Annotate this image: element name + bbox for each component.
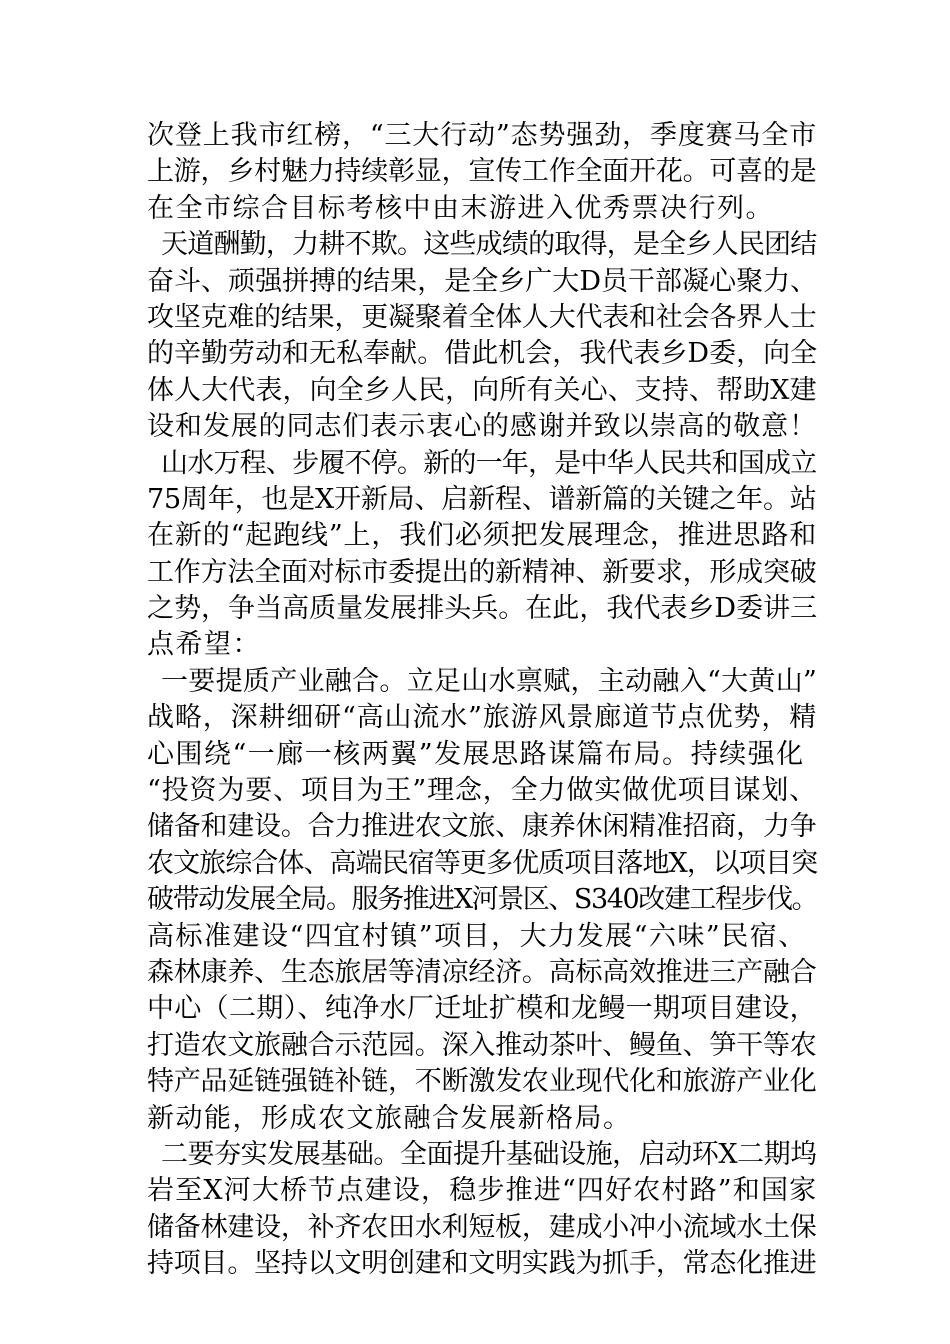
text-line: 攻坚克难的结果，更凝聚着全体人大代表和社会各界人士: [147, 301, 817, 333]
text-line: 工作方法全面对标市委提出的新精神、新要求，形成突破: [147, 556, 817, 588]
text-line: 储备和建设。合力推进农文旅、康养休闲精准招商，力争: [147, 811, 817, 843]
text-line: 中心（二期）、纯净水厂迁址扩模和龙鳗一期项目建设，: [147, 993, 817, 1025]
text-line: 奋斗、顽强拼搏的结果，是全乡广大D员干部凝心聚力、: [147, 265, 818, 297]
paragraph-first-line: 一要提质产业融合。立足山水禀赋，主动融入“大黄山”: [161, 665, 818, 697]
paragraph-first-line: 山水万程、步履不停。新的一年，是中华人民共和国成立: [161, 447, 817, 479]
text-line: 储备林建设，补齐农田水利短板，建成小冲小流域水土保: [147, 1211, 817, 1243]
text-line: 农文旅综合体、高端民宿等更多优质项目落地X，以项目突: [147, 847, 818, 879]
text-line: 战略，深耕细研“高山流水”旅游风景廊道节点优势，精: [147, 702, 818, 734]
text-line: 特产品延链强链补链，不断激发农业现代化和旅游产业化: [147, 1066, 817, 1098]
document-body-text: [147, 118, 817, 1283]
text-line: 在全市综合目标考核中由末游进入优秀票决行列。: [147, 192, 774, 224]
text-line: 体人大代表，向全乡人民，向所有关心、支持、帮助X建: [147, 374, 817, 406]
text-line: 森林康养、生态旅居等清凉经济。高标高效推进三产融合: [147, 956, 817, 988]
text-line: 心围绕“一廊一核两翼”发展思路谋篇布局。持续强化: [147, 738, 805, 770]
text-line: 75周年，也是X开新局、启新程、谱新篇的关键之年。站: [147, 483, 817, 515]
text-line: 次登上我市红榜，“三大行动”态势强劲，季度赛马全市: [147, 120, 818, 151]
text-line: 高标准建设“四宜村镇”项目，大力发展“六味”民宿、: [147, 920, 807, 952]
paragraph-first-line: 二要夯实发展基础。全面提升基础设施，启动环X二期坞: [161, 1138, 817, 1170]
text-line: 设和发展的同志们表示衷心的感谢并致以崇高的敬意！: [147, 411, 817, 443]
text-line: 点希望：: [147, 629, 261, 661]
text-line: 破带动发展全局。服务推进X河景区、S340改建工程步伐。: [147, 884, 818, 916]
text-line: 新动能，形成农文旅融合发展新格局。: [147, 1102, 632, 1134]
text-line: 之势，争当高质量发展排头兵。在此，我代表乡D委讲三: [147, 593, 818, 625]
text-line: “投资为要、项目为王”理念，全力做实做优项目谋划、: [147, 775, 818, 807]
text-line: 岩至X河大桥节点建设，稳步推进“四好农村路”和国家: [147, 1175, 818, 1207]
text-line: 上游，乡村魅力持续彰显，宣传工作全面开花。可喜的是: [147, 156, 817, 188]
paragraph-first-line: 天道酬勤，力耕不欺。这些成绩的取得，是全乡人民团结: [161, 229, 817, 261]
text-line: 持项目。坚持以文明创建和文明实践为抓手，常态化推进: [147, 1248, 817, 1280]
text-line: 的辛勤劳动和无私奉献。借此机会，我代表乡D委，向全: [147, 338, 818, 370]
text-line: 打造农文旅融合示范园。深入推动茶叶、鳗鱼、笋干等农: [147, 1029, 817, 1061]
text-line: 在新的“起跑线”上，我们必须把发展理念，推进思路和: [147, 520, 818, 552]
